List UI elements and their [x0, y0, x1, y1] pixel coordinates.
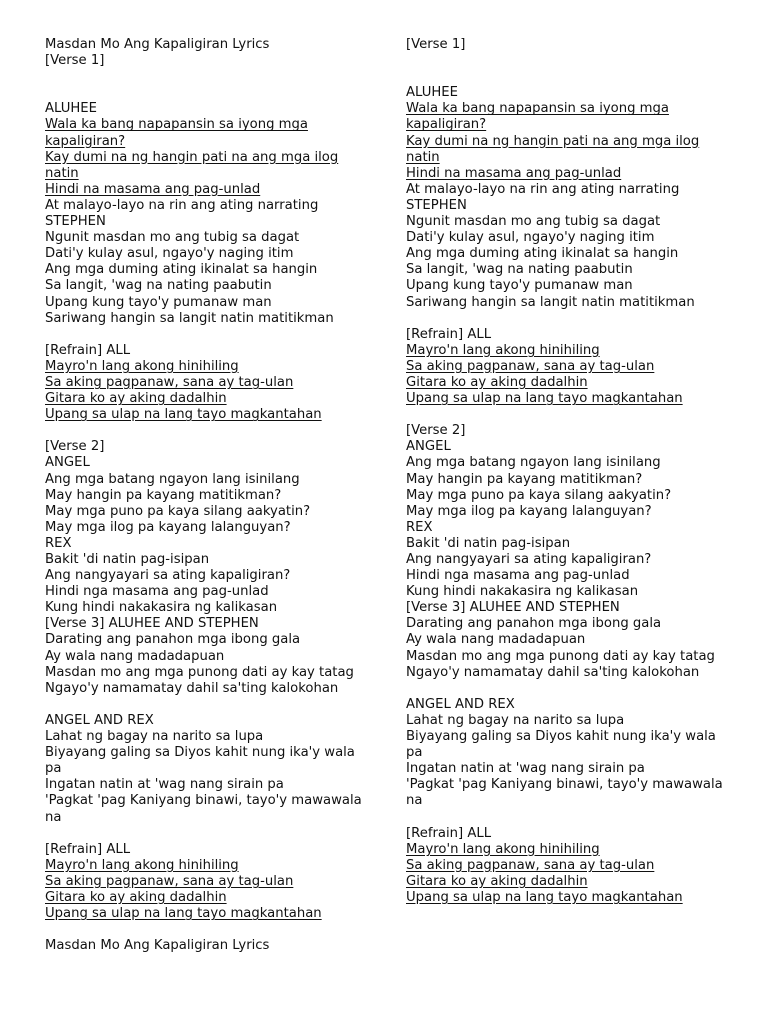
lyric-line: Hindi na masama ang pag-unlad: [45, 181, 261, 197]
lyric-line: May mga ilog pa kayang lalanguyan?: [406, 503, 652, 519]
lyric-line: STEPHEN: [45, 214, 106, 230]
lyric-line: May hangin pa kayang matitikman?: [45, 487, 282, 503]
lyric-line: Sa aking pagpanaw, sana ay tag-ulan: [406, 358, 655, 374]
lyric-line: Lahat ng bagay na narito sa lupa: [45, 729, 264, 745]
lyric-line: Ang mga duming ating ikinalat sa hangin: [45, 262, 318, 278]
lyric-line: Ay wala nang madadapuan: [45, 648, 225, 664]
blank-line: [406, 810, 736, 826]
lyric-line: Gitara ko ay aking dadalhin: [45, 391, 227, 407]
lyric-line: Darating ang panahon mga ibong gala: [45, 632, 301, 648]
lyric-line: Wala ka bang napapansin sa iyong mga kapaligiran?: [406, 101, 669, 133]
lyric-line: Upang sa ulap na lang tayo magkantahan: [45, 906, 322, 922]
lyric-line: At malayo-layo na rin ang ating narrating: [406, 181, 680, 197]
lyric-line: ANGEL: [406, 439, 451, 455]
lyric-line: Bakit 'di natin pag-isipan: [406, 535, 571, 551]
lyric-line: [Verse 2]: [406, 423, 466, 439]
lyric-line: [Refrain] ALL: [406, 825, 492, 841]
lyric-line: STEPHEN: [406, 197, 467, 213]
lyric-line: Hindi na masama ang pag-unlad: [406, 165, 622, 181]
lyric-line: ANGEL AND REX: [45, 712, 154, 728]
lyric-line: Ay wala nang madadapuan: [406, 632, 586, 648]
lyric-line: ANGEL: [45, 455, 90, 471]
blank-line: [406, 407, 736, 423]
lyric-line: Sa langit, 'wag na nating paabutin: [406, 262, 633, 278]
lyric-line: [Refrain] ALL: [45, 342, 131, 358]
lyric-line: Bakit 'di natin pag-isipan: [45, 552, 210, 567]
lyric-line: Gitara ko ay aking dadalhin: [45, 889, 227, 905]
blank-line: [406, 69, 736, 85]
lyric-line: Ngayo'y namamatay dahil sa'ting kalokohan: [406, 664, 700, 680]
lyric-line: 'Pagkat 'pag Kaniyang binawi, tayo'y mawawala na: [45, 793, 362, 825]
lyric-line: Kung hindi nakakasira ng kalikasan: [406, 584, 639, 600]
lyric-line: Dati'y kulay asul, ngayo'y naging itim: [45, 246, 294, 262]
lyric-line: May mga puno pa kaya silang aakyatin?: [406, 487, 672, 503]
lyric-line: Ngunit masdan mo ang tubig sa dagat: [406, 214, 661, 230]
lyric-line: [Verse 2]: [45, 439, 105, 455]
lyric-line: May hangin pa kayang matitikman?: [406, 471, 643, 487]
lyric-line: [Refrain] ALL: [406, 326, 492, 342]
blank-line: [45, 327, 375, 343]
lyric-line: Sariwang hangin sa langit natin matitikman: [45, 310, 334, 326]
lyric-line: Upang kung tayo'y pumanaw man: [45, 294, 272, 310]
lyric-line: Ngayo'y namamatay dahil sa'ting kalokohan: [45, 680, 339, 696]
lyric-line: [Verse 1]: [45, 53, 105, 69]
lyric-line: 'Pagkat 'pag Kaniyang binawi, tayo'y mawawala na: [406, 777, 723, 809]
lyric-line: Darating ang panahon mga ibong gala: [406, 616, 662, 632]
lyric-line: ALUHEE: [406, 85, 458, 101]
lyric-line: Mayro'n lang akong hinihiling: [45, 857, 239, 873]
lyric-line: [Refrain] ALL: [45, 841, 131, 857]
lyric-line: Ang mga duming ating ikinalat sa hangin: [406, 246, 679, 262]
lyric-line: Kay dumi na ng hangin pati na ang mga ilog natin: [45, 149, 339, 181]
lyric-line: Ang mga batang ngayon lang isinilang: [45, 471, 300, 487]
lyric-line: ALUHEE: [45, 101, 97, 117]
lyric-line: Masdan mo ang mga punong dati ay kay tatag: [406, 648, 715, 664]
lyric-line: May mga puno pa kaya silang aakyatin?: [45, 503, 311, 519]
lyric-line: [Verse 1]: [406, 37, 466, 52]
lyric-line: Gitara ko ay aking dadalhin: [406, 374, 588, 390]
lyric-line: Upang sa ulap na lang tayo magkantahan: [406, 889, 683, 905]
lyric-line: Sa aking pagpanaw, sana ay tag-ulan: [406, 857, 655, 873]
blank-line: [45, 922, 375, 938]
lyric-line: Lahat ng bagay na narito sa lupa: [406, 712, 625, 728]
lyric-line: Ingatan natin at 'wag nang sirain pa: [406, 761, 645, 777]
blank-line: [45, 697, 375, 713]
lyric-line: Gitara ko ay aking dadalhin: [406, 873, 588, 889]
lyric-line: May mga ilog pa kayang lalanguyan?: [45, 519, 291, 535]
lyric-line: At malayo-layo na rin ang ating narrating: [45, 197, 319, 213]
lyric-line: Masdan Mo Ang Kapaligiran Lyrics: [45, 938, 270, 954]
lyric-line: Upang sa ulap na lang tayo magkantahan: [406, 391, 683, 407]
lyric-line: Mayro'n lang akong hinihiling: [45, 358, 239, 374]
lyric-line: Ang mga batang ngayon lang isinilang: [406, 455, 661, 471]
lyrics-column-left: [45, 37, 375, 954]
lyric-line: Mayro'n lang akong hinihiling: [406, 342, 600, 358]
blank-line: [45, 423, 375, 439]
blank-line: [406, 311, 736, 327]
blank-line: [406, 53, 736, 69]
blank-line: [45, 69, 375, 85]
lyric-line: Mayro'n lang akong hinihiling: [406, 841, 600, 857]
lyric-line: Hindi nga masama ang pag-unlad: [406, 568, 630, 584]
lyric-line: Kung hindi nakakasira ng kalikasan: [45, 600, 278, 616]
lyric-line: Kay dumi na ng hangin pati na ang mga ilog natin: [406, 133, 700, 165]
lyric-line: REX: [45, 535, 72, 551]
blank-line: [45, 85, 375, 101]
lyric-line: REX: [406, 519, 433, 535]
lyric-line: [Verse 3] ALUHEE AND STEPHEN: [45, 616, 259, 632]
lyric-line: Ang nangyayari sa ating kapaligiran?: [406, 552, 652, 567]
lyric-line: ANGEL AND REX: [406, 696, 515, 712]
lyric-line: [Verse 3] ALUHEE AND STEPHEN: [406, 600, 620, 616]
lyric-line: Masdan mo ang mga punong dati ay kay tatag: [45, 664, 354, 680]
lyric-line: Hindi nga masama ang pag-unlad: [45, 584, 269, 600]
lyric-line: Sa aking pagpanaw, sana ay tag-ulan: [45, 374, 294, 390]
lyric-line: Dati'y kulay asul, ngayo'y naging itim: [406, 230, 655, 246]
lyric-line: Ngunit masdan mo ang tubig sa dagat: [45, 230, 300, 246]
lyric-line: Sa langit, 'wag na nating paabutin: [45, 278, 272, 294]
blank-line: [45, 826, 375, 842]
lyric-line: Upang sa ulap na lang tayo magkantahan: [45, 407, 322, 423]
lyric-line: Wala ka bang napapansin sa iyong mga kapaligiran?: [45, 117, 308, 149]
lyric-line: Masdan Mo Ang Kapaligiran Lyrics: [45, 37, 270, 52]
lyric-line: Ingatan natin at 'wag nang sirain pa: [45, 777, 284, 793]
blank-line: [406, 681, 736, 697]
lyric-line: Biyayang galing sa Diyos kahit nung ika'y wala pa: [45, 745, 355, 777]
lyric-line: Upang kung tayo'y pumanaw man: [406, 278, 633, 294]
lyric-line: Sa aking pagpanaw, sana ay tag-ulan: [45, 873, 294, 889]
lyric-line: Biyayang galing sa Diyos kahit nung ika'y wala pa: [406, 729, 716, 761]
lyric-line: Sariwang hangin sa langit natin matitikman: [406, 294, 695, 310]
lyric-line: Ang nangyayari sa ating kapaligiran?: [45, 568, 291, 584]
lyrics-column-right: [406, 37, 736, 906]
